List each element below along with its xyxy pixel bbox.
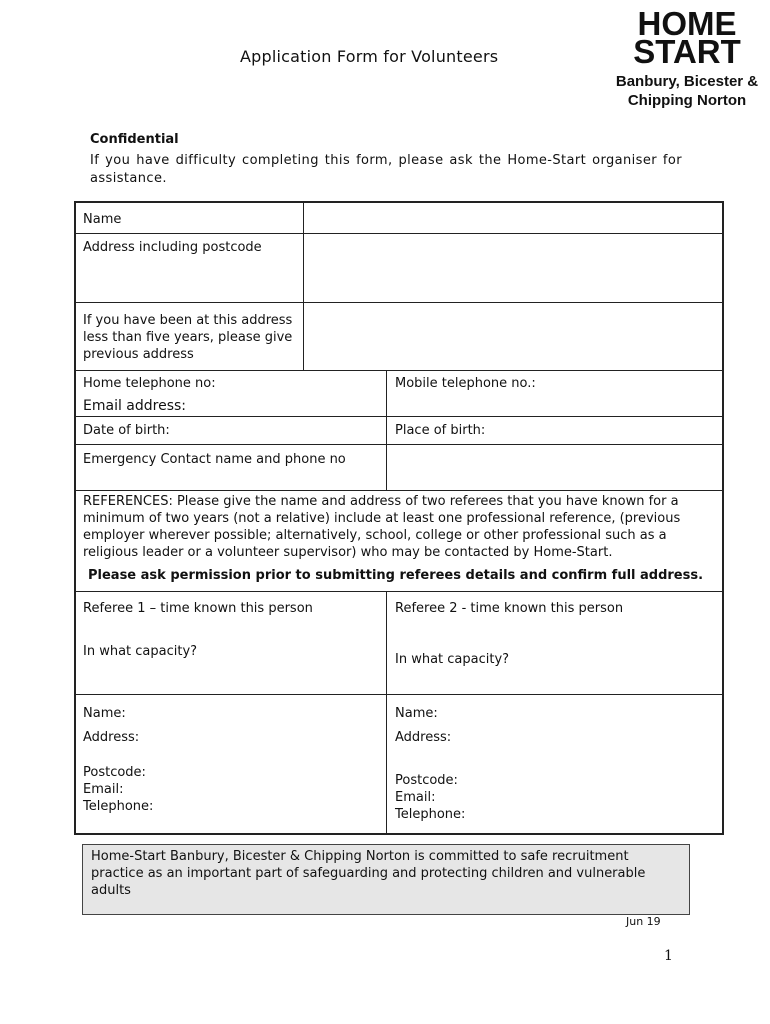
name-label: Name [83,212,122,227]
logo-line-start: START [633,33,741,70]
referee1-email-label: Email: [83,782,124,797]
previous-address-label: If you have been at this address less than five years, please give previous address [83,313,293,362]
referee1-capacity-label: In what capacity? [83,644,198,659]
previous-address-field[interactable] [305,304,721,369]
referee1-name-label: Name: [83,706,126,721]
referee1-address-label: Address: [83,730,140,745]
referee1-postcode-label: Postcode: [83,765,146,780]
emergency-contact-label: Emergency Contact name and phone no [83,452,346,467]
address-field[interactable] [305,235,721,301]
referee1-telephone-label: Telephone: [83,799,154,814]
home-start-logo [612,5,762,110]
home-telephone-label: Home telephone no: [83,376,216,391]
emergency-contact-field[interactable] [388,446,721,489]
name-field[interactable] [305,204,721,232]
safe-recruitment-note [82,844,690,915]
safe-recruitment-text: Home-Start Banbury, Bicester & Chipping Norton is committed to safe recruitment practice as an important part of safeguarding and protecting children and vulnerable adults [91,849,646,898]
revision-date: Jun 19 [626,915,661,928]
logo-subtitle-2: Chipping Norton [627,92,747,109]
referee2-telephone-label: Telephone: [395,807,466,822]
place-of-birth-label: Place of birth: [395,423,486,438]
referee2-capacity-label: In what capacity? [395,652,510,667]
references-permission-note: Please ask permission prior to submitting referees details and confirm full address. [88,568,704,583]
volunteer-form-table [74,201,724,835]
address-label: Address including postcode [83,240,262,255]
page-number: 1 [664,948,673,964]
email-address-label: Email address: [83,398,187,414]
confidential-text: If you have difficulty completing this form, please ask the Home-Start organiser for assistance. [90,153,682,186]
confidential-heading: Confidential [90,132,179,147]
mobile-telephone-label: Mobile telephone no.: [395,376,536,391]
referee2-name-label: Name: [395,706,438,721]
references-instructions: REFERENCES: Please give the name and address of two referees that you have known for a minimum of two years (not a relative) include at least one professional reference, (previous employer wherever possible; alternatively, school, college or other professional such as a religious leader or a volunteer supervisor) who may be contacted by Home-Start. [83,494,681,560]
referee2-email-label: Email: [395,790,436,805]
referee2-address-label: Address: [395,730,452,745]
page-title: Application Form for Volunteers [240,47,499,66]
referee2-time-known-label: Referee 2 - time known this person [395,601,624,616]
logo-subtitle-1: Banbury, Bicester & [615,73,759,90]
referee2-postcode-label: Postcode: [395,773,458,788]
date-of-birth-label: Date of birth: [83,423,170,438]
logo-line-home: HOME [637,5,737,42]
referee1-time-known-label: Referee 1 – time known this person [83,601,313,616]
